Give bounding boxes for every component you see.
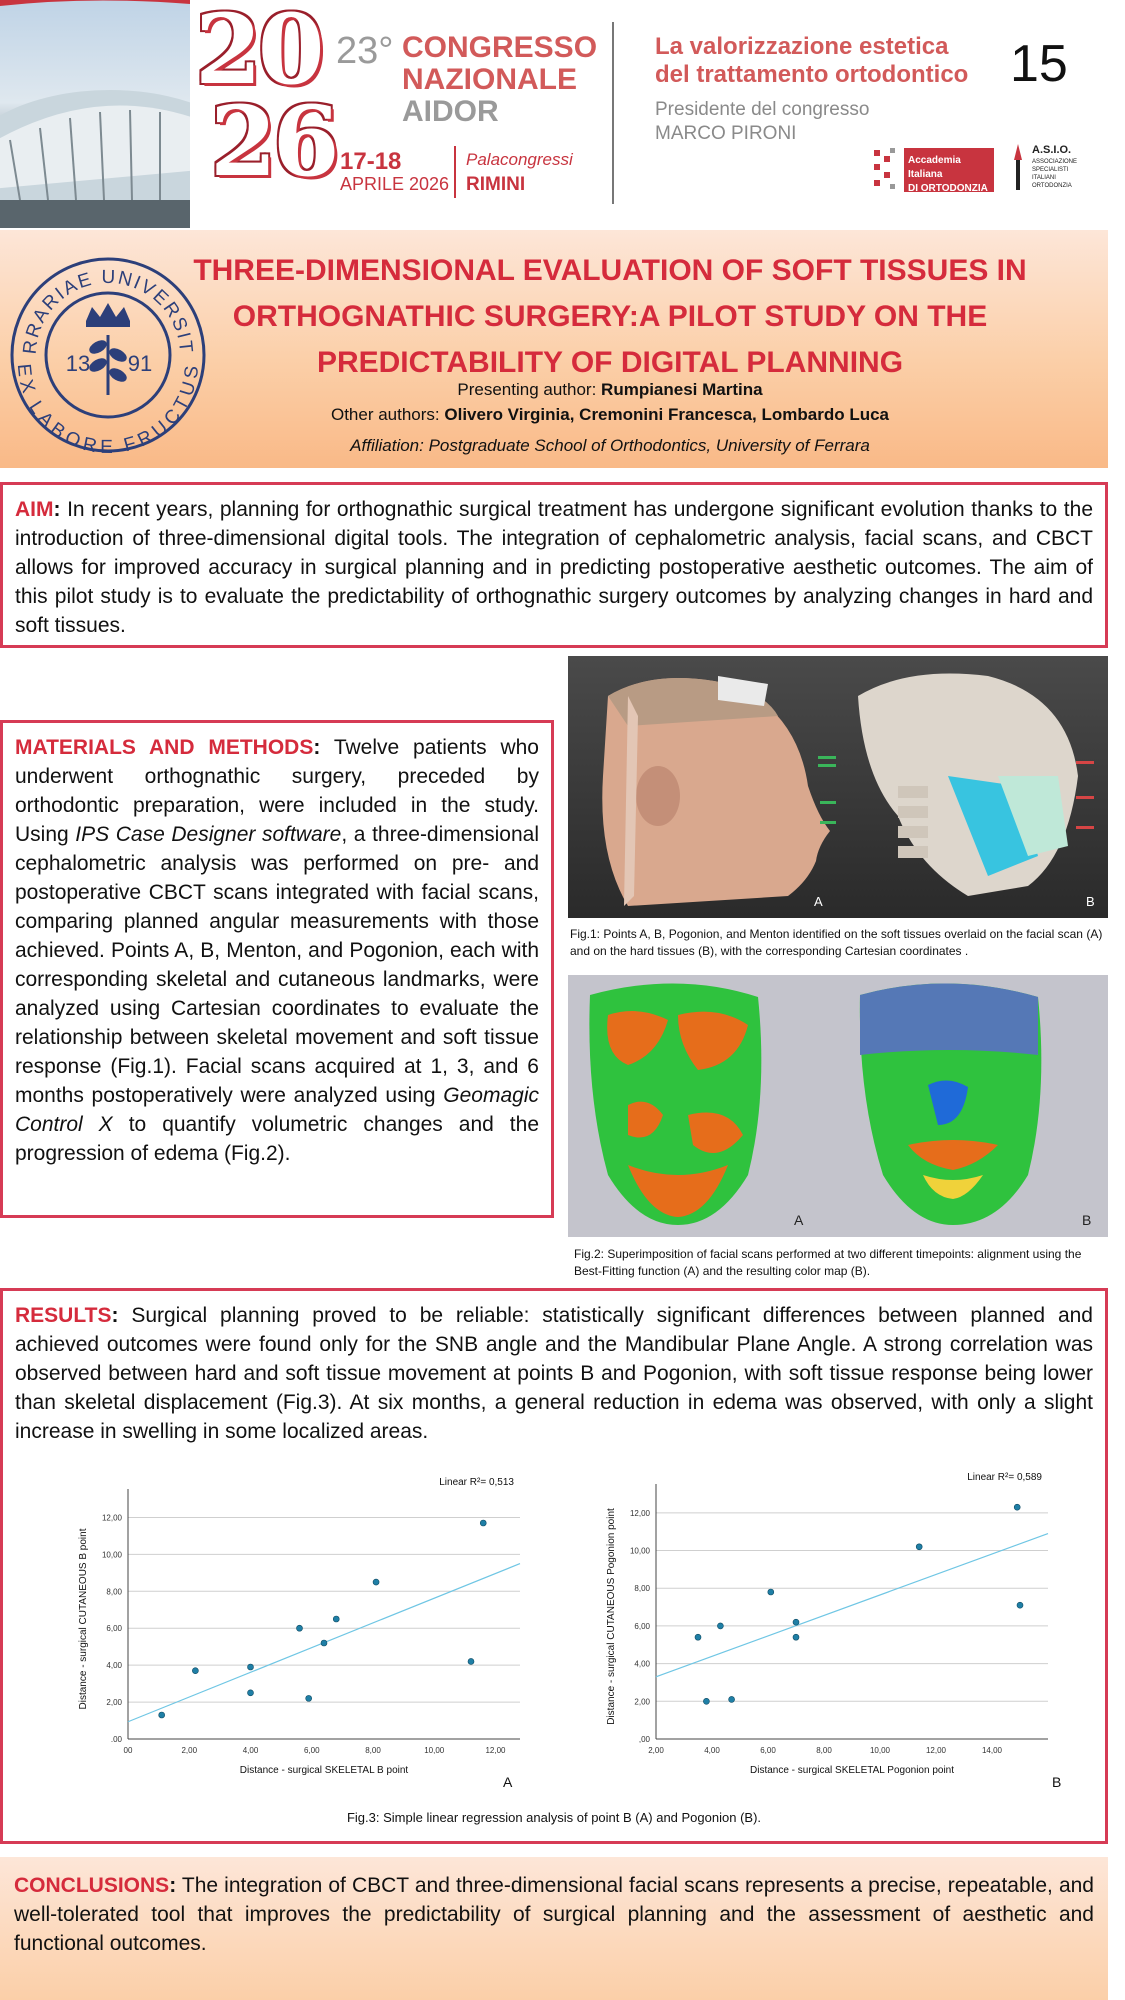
y-tick-label: 4,00 <box>634 1659 650 1669</box>
asio-logo-text: A.S.I.O. <box>1032 144 1072 156</box>
x-tick-label: 6,00 <box>303 1746 320 1755</box>
fig3-panel-b: B <box>1052 1774 1062 1790</box>
y-tick-label: 6,00 <box>634 1621 650 1631</box>
x-tick-label: 12,00 <box>925 1746 947 1755</box>
results-section: RESULTS: Surgical planning proved to be reliable: statistically significant differences between planned and achieved outcomes were found only for the SNB angle and the Mandibular Plane Angle. A strong correlation was observed between hard and soft tissue movement at points B and Pogonion, with soft tissue response being lower than skeletal displacement (Fig.3). At six months, a general reduction in edema was observed, with only a slight increase in swelling in some localized areas. <box>0 1288 1108 1844</box>
page-number: 15 <box>1010 35 1068 93</box>
x-tick-label: 8,00 <box>365 1746 381 1755</box>
y-tick-label: 8,00 <box>634 1584 650 1594</box>
y-tick-label: 10,00 <box>101 1550 122 1560</box>
venue-label: Palacongressi <box>466 150 573 169</box>
fig3-caption: Fig.3: Simple linear regression analysis of point B (A) and Pogonion (B). <box>346 1810 762 1825</box>
academy-logo-line1: Accademia Italiana <box>908 155 961 180</box>
seal-ring-bottom: EX LABORE FRUCTUS <box>12 362 204 455</box>
regression-chart-b-point <box>70 1465 530 1785</box>
year-top: 20 <box>195 0 321 106</box>
header-divider <box>612 22 614 204</box>
olive-branch-icon <box>89 335 127 395</box>
data-point <box>306 1695 312 1701</box>
congress-theme-line2: del trattamento ortodontico <box>655 61 969 88</box>
y-tick-label: .00 <box>110 1735 122 1744</box>
university-seal <box>8 255 208 455</box>
data-point <box>793 1619 799 1625</box>
x-tick-label: 4,00 <box>242 1746 259 1755</box>
other-authors-label: Other authors: <box>330 405 445 424</box>
presenting-author <box>180 378 1040 402</box>
asio-logo-subtitle: ASSOCIAZIONE SPECIALISTI ITALIANI ORTODONZIA <box>1032 159 1078 189</box>
results-text: Surgical planning proved to be reliable: statistically significant differences between planned and achieved outcomes were found only for the SNB angle and the Mandibular Plane Angle. A strong correlation was observed between hard and soft tissue movement at points B and Pogonion, with soft tissue response being lower than skeletal displacement (Fig.3). At six months, a general reduction in edema was observed, with only a slight increase in swelling in some localized areas. <box>15 1304 1093 1443</box>
x-tick-label: 12,00 <box>485 1746 506 1755</box>
other-authors <box>180 403 1040 427</box>
methods-text-1: Twelve patients who underwent orthognathic surgery, preceded by orthodontic preparation, were included in the study. Using <box>15 736 539 846</box>
venue-city: RIMINI <box>466 174 526 195</box>
data-point <box>373 1579 379 1585</box>
methods-text-3: to quantify volumetric changes and the progression of edema (Fig.2). <box>15 1113 540 1165</box>
congress-header <box>0 0 1125 228</box>
methods-software-1: IPS Case Designer software <box>75 823 342 846</box>
congress-line3: AIDOR <box>402 95 499 128</box>
data-point <box>248 1690 254 1696</box>
data-point <box>333 1616 339 1622</box>
r-squared-annotation: Linear R²= 0,589 <box>967 1472 1042 1483</box>
crown-icon <box>86 303 130 327</box>
data-point <box>729 1696 735 1702</box>
x-tick-label: 14,00 <box>981 1746 1003 1755</box>
data-point <box>1014 1504 1020 1510</box>
x-tick-label: 6,00 <box>760 1746 776 1755</box>
academy-logo-mark <box>872 146 898 192</box>
fig2-label-b: B <box>1082 1212 1092 1228</box>
y-tick-label: 8,00 <box>106 1587 122 1597</box>
y-tick-label: 10,00 <box>629 1546 650 1556</box>
conclusions-text: The integration of CBCT and three-dimensional facial scans represents a precise, repeatable, and well-tolerated tool that improves the predictability of surgical planning and the assessment of aesthetic and functional outcomes. <box>14 1874 1094 1955</box>
methods-label: MATERIALS AND METHODS <box>15 736 314 759</box>
data-point <box>695 1634 701 1640</box>
congress-number: 23° <box>336 30 394 72</box>
y-tick-label: 12,00 <box>101 1513 122 1523</box>
data-point <box>703 1698 709 1704</box>
y-tick-label: 2,00 <box>634 1697 650 1707</box>
x-tick-label: 2,00 <box>648 1746 664 1755</box>
regression-chart-pogonion <box>598 1460 1058 1785</box>
x-tick-label: 8,00 <box>816 1746 832 1755</box>
r-squared-annotation: Linear R²= 0,513 <box>439 1477 514 1488</box>
congress-theme-line1: La valorizzazione estetica <box>655 33 949 60</box>
aim-text: In recent years, planning for orthognathic surgical treatment has undergone significant evolution thanks to the introduction of three-dimensional digital tools. The integration of cephalometric analysis, facial scans, and CBCT allows for improved accuracy in surgical planning and in predicting postoperative aesthetic outcomes. The aim of this pilot study is to evaluate the predictability of orthognathic surgery outcomes by analyzing changes in hard and soft tissues. <box>15 498 1093 637</box>
methods-text-2: , a three-dimensional cephalometric analysis was performed on pre- and postoperative CBCT scans integrated with facial scans, comparing planned angular measurements with those achieved. Points A, B, Menton, and Pogonion, each with corresponding skeletal and cutaneous landmarks, were analyzed using Cartesian coordinates to evaluate the relationship between skeletal movement and soft tissue response (Fig.1). Facial scans acquired at 1, 3, and 6 months postoperatively were analyzed using <box>15 823 540 1107</box>
conclusions-label: CONCLUSIONS <box>14 1874 170 1897</box>
data-point <box>248 1664 254 1670</box>
seal-year-left: 13 <box>65 351 91 376</box>
methods-software-2: Geomagic Control X <box>15 1084 539 1136</box>
fig2-label-a: A <box>794 1212 804 1228</box>
x-tick-label: 2,00 <box>181 1746 198 1755</box>
y-tick-label: 4,00 <box>106 1661 122 1671</box>
data-point <box>321 1640 327 1646</box>
data-point <box>159 1712 165 1718</box>
congress-line1: CONGRESSO <box>402 31 598 64</box>
fig1-image <box>568 656 1108 918</box>
seal-year-right: 91 <box>127 351 153 376</box>
congress-dates: 17-18 <box>340 148 402 175</box>
data-point <box>297 1625 303 1631</box>
regression-line <box>656 1534 1048 1677</box>
conclusions-section: CONCLUSIONS: The integration of CBCT and three-dimensional facial scans represents a precise, repeatable, and well-tolerated tool that improves the predictability of surgical planning and the assessment of aesthetic and functional outcomes. <box>0 1857 1108 2000</box>
date-divider <box>454 146 456 198</box>
affiliation: Affiliation: Postgraduate School of Orthodontics, University of Ferrara <box>350 436 870 455</box>
fig1-label-b: B <box>1086 894 1095 909</box>
y-tick-label: 6,00 <box>106 1624 122 1634</box>
data-point <box>717 1623 723 1629</box>
congress-month: APRILE 2026 <box>340 174 450 194</box>
x-axis-label: Distance - surgical SKELETAL Pogonion point <box>750 1765 954 1776</box>
title-line3: PREDICTABILITY OF DIGITAL PLANNING <box>316 346 904 379</box>
data-point <box>480 1520 486 1526</box>
fig1-caption: Fig.1: Points A, B, Pogonion, and Menton identified on the soft tissues overlaid on the facial scan (A) and on the hard tissues (B), with the corresponding Cartesian coordinates . <box>570 927 1103 958</box>
fig2-image <box>568 975 1108 1237</box>
presenting-author-name: Rumpianesi Martina <box>601 380 763 399</box>
x-axis-label: Distance - surgical SKELETAL B point <box>239 1765 409 1776</box>
year-bottom: 26 <box>210 85 336 198</box>
data-point <box>768 1589 774 1595</box>
presenting-author-label: Presenting author: <box>457 380 602 399</box>
academy-logo-line2: DI ORTODONZIA <box>908 183 988 194</box>
x-tick-label: 10,00 <box>424 1746 445 1755</box>
data-point <box>916 1544 922 1550</box>
data-point <box>192 1668 198 1674</box>
fig1-label-a: A <box>814 894 823 909</box>
fig3-panel-a: A <box>503 1774 513 1790</box>
poster-title <box>180 248 1040 386</box>
y-tick-label: ,00 <box>638 1735 650 1744</box>
y-axis-label: Distance - surgical CUTANEOUS B point <box>78 1528 89 1710</box>
fig2-caption: Fig.2: Superimposition of facial scans performed at two different timepoints: alignment using the Best-Fitting function (A) and the resulting color map (B). <box>574 1247 1082 1278</box>
data-point <box>1017 1602 1023 1608</box>
title-line1: THREE-DIMENSIONAL EVALUATION OF SOFT TISSUES IN <box>193 254 1027 287</box>
congress-line2: NAZIONALE <box>402 63 577 96</box>
other-authors-names: Olivero Virginia, Cremonini Francesca, Lombardo Luca <box>444 405 890 424</box>
seal-ring-top: RRARIAE UNIVERSIT <box>19 266 197 356</box>
aim-label: AIM <box>15 498 54 521</box>
y-tick-label: 12,00 <box>629 1508 650 1518</box>
y-tick-label: 2,00 <box>106 1698 122 1708</box>
president-name: MARCO PIRONI <box>655 123 797 144</box>
x-tick-label: 10,00 <box>869 1746 891 1755</box>
results-label: RESULTS <box>15 1304 112 1327</box>
x-tick-label: 4,00 <box>704 1746 720 1755</box>
asio-logo-mark <box>1008 140 1028 196</box>
academy-logo <box>904 148 994 192</box>
methods-section: MATERIALS AND METHODS: Twelve patients who underwent orthognathic surgery, preceded by orthodontic preparation, were included in the study. Using IPS Case Designer software, a three-dimensional cephalometric analysis was performed on pre- and postoperative CBCT scans integrated with facial scans, comparing planned angular measurements with those achieved. Points A, B, Menton, and Pogonion, each with corresponding skeletal and cutaneous landmarks, were analyzed using Cartesian coordinates to evaluate the relationship between skeletal movement and soft tissue response (Fig.1). Facial scans acquired at 1, 3, and 6 months postoperatively were analyzed using Geomagic Control X to quantify volumetric changes and the progression of edema (Fig.2). <box>0 720 554 1218</box>
data-point <box>793 1634 799 1640</box>
x-tick-label: 00 <box>123 1746 133 1755</box>
congress-building-photo <box>0 0 190 228</box>
data-point <box>468 1658 474 1664</box>
president-label: Presidente del congresso <box>655 99 870 120</box>
y-axis-label: Distance - surgical CUTANEOUS Pogonion point <box>606 1508 617 1725</box>
title-line2: ORTHOGNATHIC SURGERY:A PILOT STUDY ON THE <box>232 300 988 333</box>
aim-section: AIM: In recent years, planning for orthognathic surgical treatment has undergone significant evolution thanks to the introduction of three-dimensional digital tools. The integration of cephalometric analysis, facial scans, and CBCT allows for improved accuracy in surgical planning and in predicting postoperative aesthetic outcomes. The aim of this pilot study is to evaluate the predictability of orthognathic surgery outcomes by analyzing changes in hard and soft tissues. <box>0 482 1108 648</box>
